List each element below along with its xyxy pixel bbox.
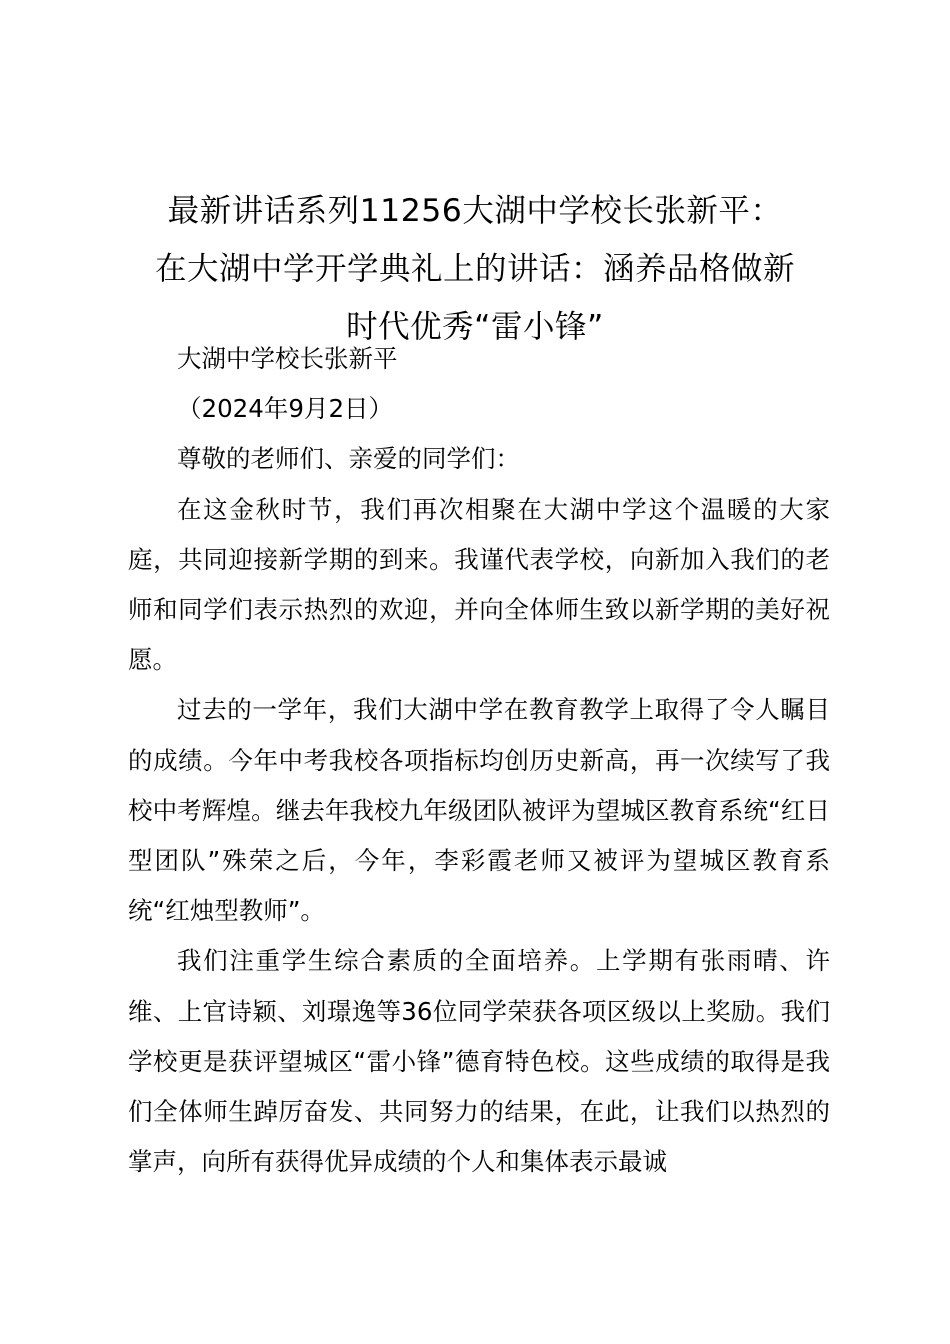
paragraph: 在这金秋时节，我们再次相聚在大湖中学这个温暖的大家庭，共同迎接新学期的到来。我谨代表学校，向新加入我们的老师和同学们表示热烈的欢迎，并向全体师生致以新学期的美好祝愿。 [128, 494, 830, 675]
paragraph: 我们注重学生综合素质的全面培养。上学期有张雨晴、许维、上官诗颖、刘璟逸等36位同学荣获各项区级以上奖励。我们学校更是获评望城区“雷小锋”德育特色校。这些成绩的取得是我们全体师生踔厉奋发、共同努力的结果，在此，让我们以热烈的掌声，向所有获得优异成绩的个人和集体表示最诚 [128, 946, 830, 1177]
title-line: 时代优秀“雷小锋” [346, 309, 604, 345]
date-line: （2024年9月2日） [177, 394, 394, 424]
author-line: 大湖中学校长张新平 [177, 344, 398, 373]
document-title [118, 182, 832, 356]
title-line: 最新讲话系列11256大湖中学校长张新平： [167, 193, 783, 229]
document-body [128, 334, 830, 1187]
title-line: 在大湖中学开学典礼上的讲话：涵养品格做新 [154, 251, 795, 287]
paragraph: 过去的一学年，我们大湖中学在教育教学上取得了令人瞩目的成绩。今年中考我校各项指标均创历史新高，再一次续写了我校中考辉煌。继去年我校九年级团队被评为望城区教育系统“红日型团队”殊荣之后，今年，李彩霞老师又被评为望城区教育系统“红烛型教师”。 [128, 695, 830, 926]
salutation: 尊敬的老师们、亲爱的同学们： [177, 444, 520, 474]
